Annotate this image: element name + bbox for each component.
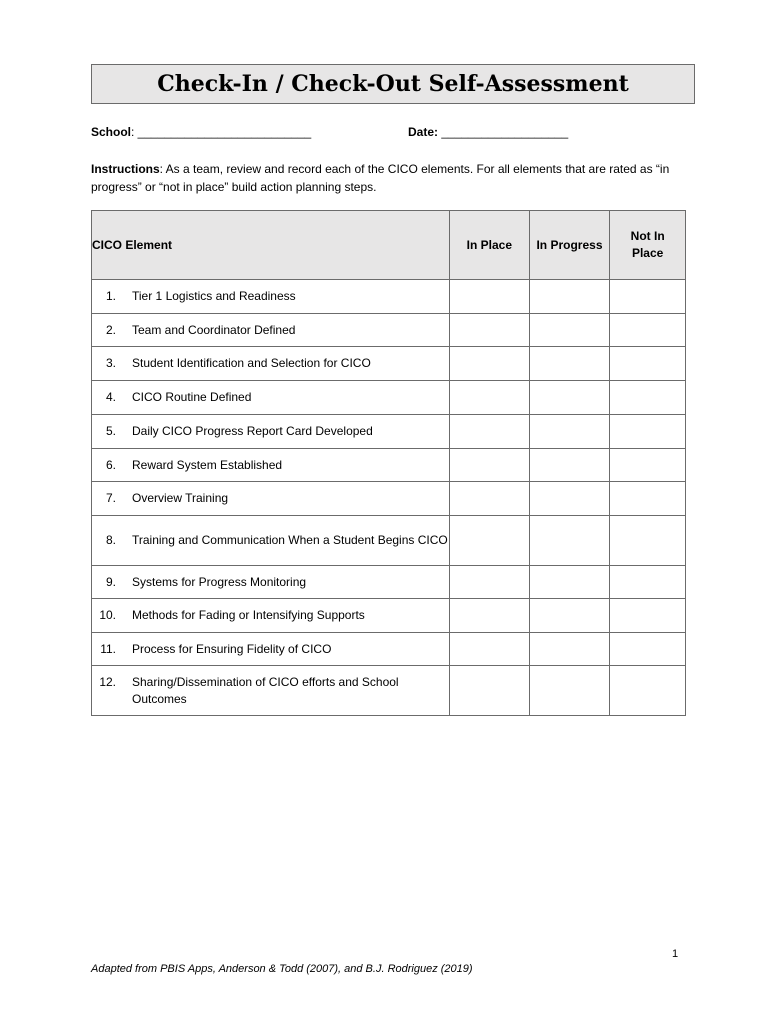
not-in-place-cell[interactable]	[610, 633, 686, 666]
in-place-cell[interactable]	[450, 666, 530, 716]
element-number: 3.	[105, 356, 116, 370]
in-place-cell[interactable]	[450, 449, 530, 482]
in-place-cell[interactable]	[450, 381, 530, 415]
table-row	[92, 347, 686, 381]
element-label: Sharing/Dissemination of CICO efforts and School Outcomes	[132, 674, 399, 706]
not-in-place-cell[interactable]	[610, 415, 686, 449]
in-progress-cell[interactable]	[529, 347, 610, 381]
header-cico-element: CICO Element	[92, 211, 450, 280]
element-cell	[92, 280, 450, 314]
element-label: CICO Routine Defined	[132, 390, 252, 404]
element-label: Daily CICO Progress Report Card Developed	[132, 424, 373, 438]
element-cell	[92, 599, 450, 633]
in-progress-cell[interactable]	[529, 415, 610, 449]
element-label: Tier 1 Logistics and Readiness	[132, 289, 296, 303]
in-place-cell[interactable]	[450, 314, 530, 347]
element-cell	[92, 314, 450, 347]
in-place-cell[interactable]	[450, 516, 530, 566]
page-number: 1	[672, 948, 679, 960]
element-number: 11.	[100, 641, 116, 656]
table-row	[92, 381, 686, 415]
element-number: 5.	[105, 424, 116, 438]
in-place-cell[interactable]	[450, 482, 530, 516]
in-progress-cell[interactable]	[529, 381, 610, 415]
element-label: Training and Communication When a Student Begins CICO	[132, 533, 448, 547]
header-in-place: In Place	[450, 211, 530, 280]
element-cell	[92, 415, 450, 449]
instructions-text: : As a team, review and record each of the CICO elements. For all elements that are rated as “in progress” or “not in place” build action planning steps.	[91, 162, 670, 194]
element-number: 1.	[105, 289, 116, 303]
in-progress-cell[interactable]	[529, 280, 610, 314]
element-label: Student Identification and Selection for CICO	[132, 356, 371, 370]
not-in-place-cell[interactable]	[610, 280, 686, 314]
element-label: Methods for Fading or Intensifying Supports	[132, 608, 365, 622]
instructions	[91, 160, 691, 196]
element-number: 6.	[105, 457, 116, 472]
in-place-cell[interactable]	[450, 347, 530, 381]
not-in-place-cell[interactable]	[610, 449, 686, 482]
header-not-in-place	[610, 211, 686, 280]
element-cell	[92, 633, 450, 666]
not-in-place-cell[interactable]	[610, 314, 686, 347]
in-place-cell[interactable]	[450, 633, 530, 666]
date-blank[interactable]: ___________________	[441, 125, 569, 139]
in-progress-cell[interactable]	[529, 666, 610, 716]
element-label: Overview Training	[132, 491, 229, 505]
date-field	[408, 125, 568, 139]
title-box	[91, 64, 695, 104]
in-progress-cell[interactable]	[529, 314, 610, 347]
table-row	[92, 482, 686, 516]
table-row	[92, 314, 686, 347]
element-cell	[92, 666, 450, 716]
table-row	[92, 516, 686, 566]
element-number: 7.	[105, 491, 116, 505]
table-header-row	[92, 211, 686, 280]
in-place-cell[interactable]	[450, 599, 530, 633]
not-in-place-cell[interactable]	[610, 666, 686, 716]
in-progress-cell[interactable]	[529, 566, 610, 599]
school-label: School	[91, 125, 132, 139]
table-row	[92, 415, 686, 449]
in-place-cell[interactable]	[450, 566, 530, 599]
school-field	[91, 125, 311, 139]
in-progress-cell[interactable]	[529, 482, 610, 516]
in-progress-cell[interactable]	[529, 449, 610, 482]
in-progress-cell[interactable]	[529, 633, 610, 666]
not-in-place-cell[interactable]	[610, 347, 686, 381]
header-in-progress: In Progress	[529, 211, 610, 280]
not-in-place-cell[interactable]	[610, 516, 686, 566]
footer-citation: Adapted from PBIS Apps, Anderson & Todd (2007), and B.J. Rodriguez (2019)	[91, 963, 473, 975]
element-number: 2.	[105, 322, 116, 337]
element-number: 8.	[105, 533, 116, 547]
element-cell	[92, 449, 450, 482]
element-cell	[92, 482, 450, 516]
cico-table	[91, 210, 686, 716]
date-label: Date:	[408, 125, 442, 139]
in-progress-cell[interactable]	[529, 516, 610, 566]
element-label: Systems for Progress Monitoring	[132, 574, 307, 589]
page-title: Check-In / Check-Out Self-Assessment	[157, 71, 629, 97]
element-number: 12.	[99, 674, 116, 689]
element-number: 4.	[105, 390, 116, 404]
in-progress-cell[interactable]	[529, 599, 610, 633]
element-number: 10.	[99, 608, 116, 622]
element-label: Team and Coordinator Defined	[132, 322, 296, 337]
table-row	[92, 449, 686, 482]
school-blank[interactable]: : __________________________	[131, 125, 312, 139]
table-row	[92, 599, 686, 633]
element-number: 9.	[105, 574, 116, 589]
in-place-cell[interactable]	[450, 415, 530, 449]
not-in-place-cell[interactable]	[610, 599, 686, 633]
not-in-place-cell[interactable]	[610, 566, 686, 599]
table-row	[92, 280, 686, 314]
instructions-label: Instructions	[91, 162, 160, 176]
element-cell	[92, 381, 450, 415]
not-in-place-cell[interactable]	[610, 381, 686, 415]
element-cell	[92, 566, 450, 599]
table-row	[92, 633, 686, 666]
table-row	[92, 666, 686, 716]
element-cell	[92, 516, 450, 566]
element-cell	[92, 347, 450, 381]
element-label: Reward System Established	[132, 457, 283, 472]
table-row	[92, 566, 686, 599]
not-in-place-cell[interactable]	[610, 482, 686, 516]
element-label: Process for Ensuring Fidelity of CICO	[132, 641, 332, 656]
header-not-in-place-label: Not In Place	[630, 229, 665, 260]
in-place-cell[interactable]	[450, 280, 530, 314]
